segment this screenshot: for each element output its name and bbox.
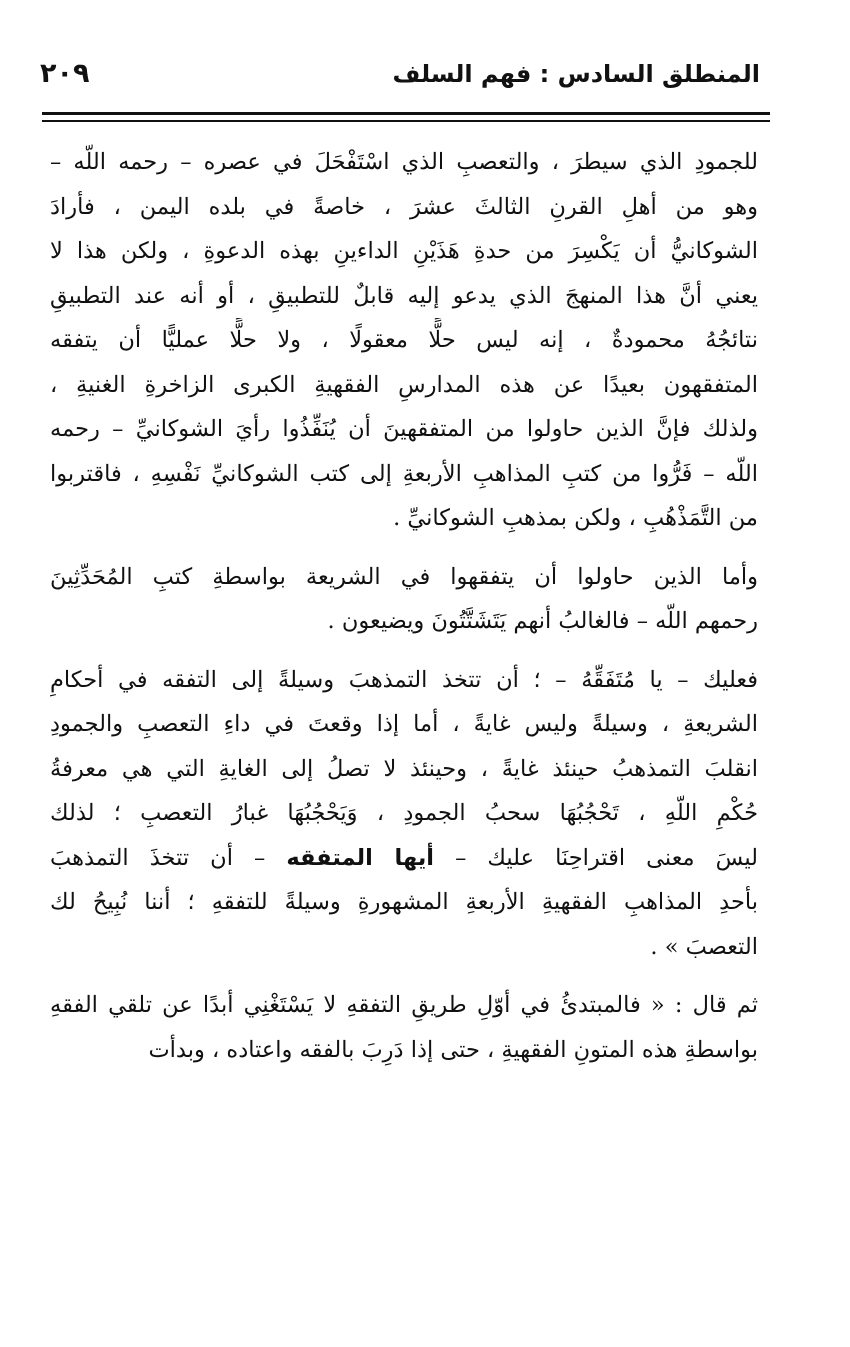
text-line: نتائجُهُ محمودةٌ ، إنه ليس حلًّا معقولًا ، ولا حلًّا عمليًّا أن يتفقه xyxy=(50,327,758,353)
text-line: يعني أنَّ هذا المنهجَ الذي يدعو إليه قابلٌ للتطبيقِ ، أو أنه عند التطبيقِ xyxy=(50,282,758,309)
text-line: وهو من أهلِ القرنِ الثالثَ عشرَ ، خاصةً في بلده اليمن ، فأرادَ xyxy=(50,193,758,220)
text-line: فعليك – يا مُتَفَقِّهُ – ؛ أن تتخذ التمذهبَ وسيلةً إلى التفقه في أحكامِ xyxy=(50,666,758,693)
text-line: ولذلك فإنَّ الذين حاولوا من المتفقهينَ أن يُنَفِّذُوا رأيَ الشوكانيِّ – رحمه xyxy=(50,416,758,442)
text-line: اللّه – فَرُّوا من كتبِ المذاهبِ الأربعةِ إلى كتب الشوكانيِّ نَفْسِهِ ، فاقتربوا xyxy=(50,460,758,487)
running-header xyxy=(40,54,760,94)
text-line: رحمهم اللّه – فالغالبُ أنهم يَتَشَتَّتُونَ ويضيعون . xyxy=(327,608,758,634)
text-line: ثم قال : « فالمبتدئُ في أوّلِ طريقِ التفقهِ لا يَسْتَغْنِي أبدًا عن تلقي الفقهِ xyxy=(50,992,758,1018)
text-line: بأحدِ المذاهبِ الفقهيةِ الأربعةِ المشهورةِ وسيلةً للتفقهِ ؛ أننا نُبِيحُ لك xyxy=(50,889,758,915)
paragraph xyxy=(50,658,758,970)
chapter-title: المنطلق السادس : فهم السلف xyxy=(392,60,760,88)
header-rule-thick xyxy=(42,112,770,115)
page-number: ٢٠٩ xyxy=(40,58,90,89)
text-line: بواسطةِ هذه المتونِ الفقهيةِ ، حتى إذا دَرِبَ بالفقه واعتاده ، وبدأت xyxy=(148,1036,758,1063)
paragraph xyxy=(50,140,758,541)
text-line: ليسَ معنى اقتراحِنَا عليك – أيها المتفقه – أن تتخذَ التمذهبَ xyxy=(50,844,758,871)
text-line: من التَّمَذْهُبِ ، ولكن بمذهبِ الشوكانيِّ . xyxy=(393,505,758,531)
text-line: انقلبَ التمذهبُ حينئذ غايةً ، وحينئذ لا تصلُ إلى الغايةِ التي هي معرفةُ xyxy=(50,755,758,782)
text-line: للجمودِ الذي سيطرَ ، والتعصبِ الذي اسْتَفْحَلَ في عصره – رحمه اللّه – xyxy=(50,149,758,175)
text-line: المتفقهون بعيدًا عن هذه المدارسِ الفقهيةِ الكبرى الزاخرةِ الغنيةِ ، xyxy=(50,371,758,398)
text-line: الشريعةِ ، وسيلةً وليس غايةً ، أما إذا وقعتَ في داءِ التعصبِ والجمودِ xyxy=(50,711,758,737)
body-text xyxy=(50,140,758,1072)
text-line: الشوكانيُّ أن يَكْسِرَ من حدةِ هَذَيْنِ الداءينِ بهذه الدعوةِ ، ولكن هذا لا xyxy=(50,238,758,264)
paragraph xyxy=(50,555,758,644)
text-line: التعصبَ » . xyxy=(650,933,758,960)
header-rule-thin xyxy=(42,120,770,122)
text-line: وأما الذين حاولوا أن يتفقهوا في الشريعة بواسطةِ كتبِ المُحَدِّثِينَ xyxy=(50,563,758,590)
emphasized-phrase: أيها المتفقه xyxy=(286,844,435,871)
text-line: حُكْمِ اللّهِ ، تَحْجُبُهَا سحبُ الجمودِ ، وَيَحْجُبُهَا غبارُ التعصبِ ؛ لذلك xyxy=(50,800,758,826)
paragraph xyxy=(50,983,758,1072)
